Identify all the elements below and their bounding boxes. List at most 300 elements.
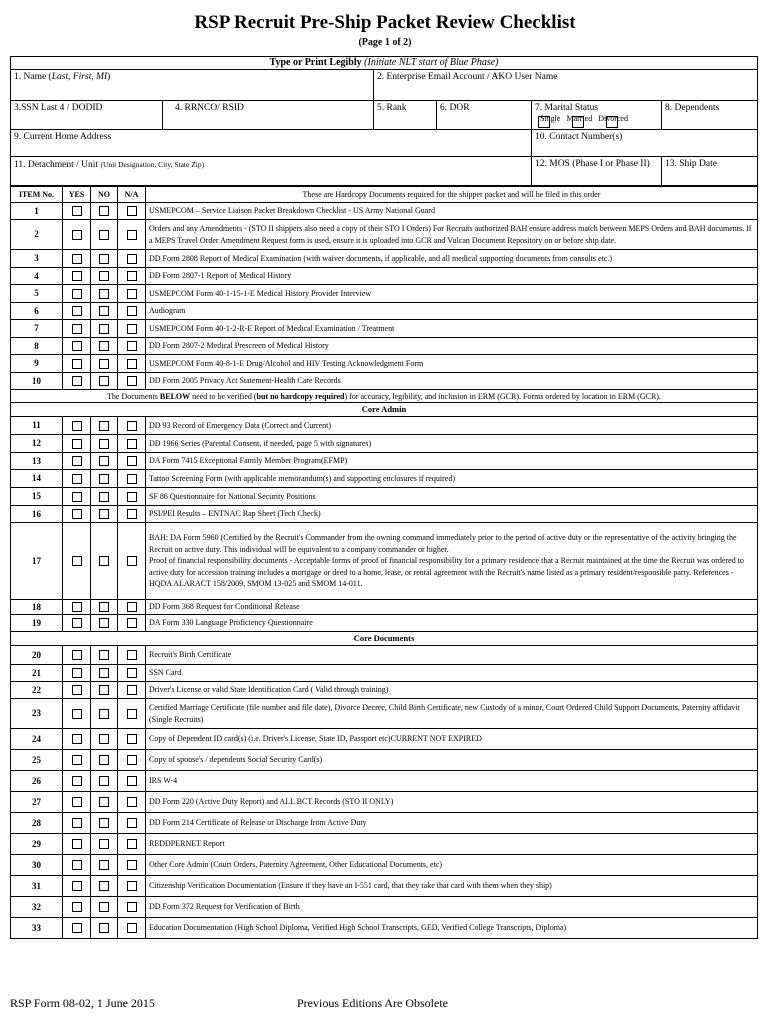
yes-checkbox[interactable] — [72, 359, 82, 369]
na-cell — [118, 813, 146, 834]
item-text: DD 1966 Series (Parental Consent, if needed, page 5 with signatures) — [149, 438, 372, 448]
yes-checkbox[interactable] — [72, 755, 82, 765]
item-text: DD Form 2807-2 Medical Prescreen of Medical History — [149, 341, 329, 351]
checklist-row — [11, 600, 758, 615]
yes-checkbox[interactable] — [72, 376, 82, 386]
no-cell — [91, 488, 118, 506]
verification-note — [11, 390, 758, 403]
checklist-row — [11, 699, 758, 729]
item-text: IRS W-4 — [149, 776, 178, 786]
na-checkbox[interactable] — [127, 839, 137, 849]
no-checkbox[interactable] — [99, 818, 109, 828]
checklist-row — [11, 470, 758, 488]
item-text: SF 86 Questionnaire for National Security Positions — [149, 491, 316, 501]
yes-checkbox[interactable] — [72, 618, 82, 628]
yes-checkbox[interactable] — [72, 797, 82, 807]
no-cell — [91, 506, 118, 523]
personal-info-table — [10, 56, 758, 186]
ship-date-field[interactable] — [662, 157, 758, 186]
item-number: 22 — [11, 682, 63, 699]
na-cell — [118, 523, 146, 600]
no-checkbox[interactable] — [99, 456, 109, 466]
dependents-label: 8. Dependents — [665, 103, 720, 113]
yes-checkbox[interactable] — [72, 734, 82, 744]
no-cell — [91, 250, 118, 268]
checklist-table — [10, 186, 758, 939]
yes-checkbox[interactable] — [72, 492, 82, 502]
na-checkbox[interactable] — [127, 860, 137, 870]
yes-cell — [63, 268, 91, 285]
marital-option-single: Single — [540, 114, 561, 123]
item-description — [146, 303, 758, 320]
checklist-row — [11, 320, 758, 338]
na-checkbox[interactable] — [127, 776, 137, 786]
na-checkbox[interactable] — [127, 306, 137, 316]
no-checkbox[interactable] — [99, 206, 109, 216]
item-description — [146, 417, 758, 435]
item-number: 21 — [11, 665, 63, 682]
no-checkbox[interactable] — [99, 881, 109, 891]
no-checkbox[interactable] — [99, 668, 109, 678]
no-checkbox[interactable] — [99, 602, 109, 612]
no-checkbox[interactable] — [99, 709, 109, 719]
item-text: Other Core Admin (Court Orders, Paternity Agreement, Other Educational Documents, etc) — [149, 860, 443, 870]
yes-cell — [63, 373, 91, 390]
no-cell — [91, 750, 118, 771]
checklist-row — [11, 615, 758, 632]
item-description — [146, 373, 758, 390]
na-cell — [118, 855, 146, 876]
na-checkbox[interactable] — [127, 271, 137, 281]
yes-cell — [63, 855, 91, 876]
na-checkbox[interactable] — [127, 818, 137, 828]
yes-checkbox[interactable] — [72, 685, 82, 695]
yes-cell — [63, 470, 91, 488]
na-checkbox[interactable] — [127, 456, 137, 466]
na-cell — [118, 470, 146, 488]
no-cell — [91, 338, 118, 355]
instruction-main: Type or Print Legibly — [269, 57, 365, 68]
rank-label: 5. Rank — [377, 103, 407, 113]
no-cell — [91, 600, 118, 615]
no-checkbox[interactable] — [99, 685, 109, 695]
no-checkbox[interactable] — [99, 359, 109, 369]
na-checkbox[interactable] — [127, 376, 137, 386]
na-cell — [118, 665, 146, 682]
item-text: Certified Marriage Certificate (file number and file date), Divorce Decree, Child Birth Certificate, new Custody of a minor, Court Ordered Child Support Documents, Paternity affidavit (Single Recruits) — [149, 703, 740, 724]
no-cell — [91, 285, 118, 303]
no-checkbox[interactable] — [99, 341, 109, 351]
yes-checkbox[interactable] — [72, 602, 82, 612]
no-checkbox[interactable] — [99, 439, 109, 449]
yes-checkbox[interactable] — [72, 839, 82, 849]
na-checkbox[interactable] — [127, 289, 137, 299]
yes-checkbox[interactable] — [72, 556, 82, 566]
item-text: Copy of spouse's / dependents Social Security Card(s) — [149, 755, 323, 765]
checklist-row — [11, 506, 758, 523]
na-checkbox[interactable] — [127, 734, 137, 744]
item-number: 28 — [11, 813, 63, 834]
column-header-row — [11, 187, 758, 203]
item-number: 1 — [11, 203, 63, 220]
no-checkbox[interactable] — [99, 902, 109, 912]
no-cell — [91, 615, 118, 632]
no-checkbox[interactable] — [99, 923, 109, 933]
mos-field[interactable] — [532, 157, 662, 186]
checklist-row — [11, 417, 758, 435]
na-checkbox[interactable] — [127, 650, 137, 660]
rank-field[interactable] — [374, 101, 437, 130]
no-checkbox[interactable] — [99, 271, 109, 281]
no-checkbox[interactable] — [99, 618, 109, 628]
no-checkbox[interactable] — [99, 421, 109, 431]
na-checkbox[interactable] — [127, 439, 137, 449]
yes-cell — [63, 876, 91, 897]
na-cell — [118, 876, 146, 897]
verification-note-part: The Documents — [107, 391, 160, 401]
yes-checkbox[interactable] — [72, 456, 82, 466]
item-text: DD Form 2005 Privacy Act Statement-Health Care Records — [149, 376, 341, 386]
item-description — [146, 338, 758, 355]
ssn-field[interactable] — [11, 101, 163, 130]
item-number: 26 — [11, 771, 63, 792]
no-cell — [91, 523, 118, 600]
na-cell — [118, 897, 146, 918]
no-checkbox[interactable] — [99, 860, 109, 870]
yes-checkbox[interactable] — [72, 650, 82, 660]
na-cell — [118, 506, 146, 523]
item-description — [146, 488, 758, 506]
na-cell — [118, 771, 146, 792]
no-cell — [91, 303, 118, 320]
yes-cell — [63, 615, 91, 632]
email-field[interactable] — [374, 70, 758, 101]
na-checkbox[interactable] — [127, 230, 137, 240]
na-checkbox[interactable] — [127, 359, 137, 369]
no-cell — [91, 897, 118, 918]
item-text: DD Form 2807-1 Report of Medical History — [149, 271, 292, 281]
dependents-field[interactable] — [662, 101, 758, 130]
yes-checkbox[interactable] — [72, 668, 82, 678]
checklist-row — [11, 729, 758, 750]
no-cell — [91, 646, 118, 665]
na-checkbox[interactable] — [127, 492, 137, 502]
yes-checkbox[interactable] — [72, 709, 82, 719]
no-cell — [91, 918, 118, 939]
item-number: 6 — [11, 303, 63, 320]
na-cell — [118, 268, 146, 285]
divorced-checkbox[interactable] — [606, 116, 618, 128]
name-field[interactable] — [11, 70, 374, 101]
detachment-hint: (Unit Designation, City, State Zip) — [100, 160, 205, 169]
yes-checkbox[interactable] — [72, 271, 82, 281]
item-description — [146, 682, 758, 699]
item-text: PSI/PEI Results – ENTNAC Rap Sheet (Tech Check) — [149, 509, 321, 519]
item-number: 17 — [11, 523, 63, 600]
no-checkbox[interactable] — [99, 797, 109, 807]
yes-cell — [63, 523, 91, 600]
yes-cell — [63, 682, 91, 699]
yes-cell — [63, 918, 91, 939]
name-hint: Last, First, MI — [51, 72, 108, 82]
checklist-row — [11, 855, 758, 876]
yes-cell — [63, 646, 91, 665]
yes-checkbox[interactable] — [72, 206, 82, 216]
contact-field[interactable] — [532, 130, 758, 157]
yes-checkbox[interactable] — [72, 509, 82, 519]
name-close: ) — [107, 72, 111, 82]
no-cell — [91, 373, 118, 390]
na-checkbox[interactable] — [127, 668, 137, 678]
detachment-field[interactable] — [11, 157, 532, 186]
form-identifier: RSP Form 08-02, 1 June 2015 — [10, 996, 155, 1010]
item-description — [146, 250, 758, 268]
yes-checkbox[interactable] — [72, 230, 82, 240]
na-cell — [118, 203, 146, 220]
item-description — [146, 665, 758, 682]
no-cell — [91, 855, 118, 876]
na-cell — [118, 646, 146, 665]
item-description — [146, 320, 758, 338]
item-number: 12 — [11, 435, 63, 453]
na-checkbox[interactable] — [127, 602, 137, 612]
na-checkbox[interactable] — [127, 902, 137, 912]
item-text: DA Form 330 Language Proficiency Questionnaire — [149, 618, 313, 628]
item-description — [146, 506, 758, 523]
no-checkbox[interactable] — [99, 492, 109, 502]
checklist-row — [11, 338, 758, 355]
item-description — [146, 876, 758, 897]
na-checkbox[interactable] — [127, 618, 137, 628]
no-cell — [91, 665, 118, 682]
na-checkbox[interactable] — [127, 421, 137, 431]
checklist-row — [11, 453, 758, 470]
na-cell — [118, 355, 146, 373]
yes-checkbox[interactable] — [72, 341, 82, 351]
na-checkbox[interactable] — [127, 923, 137, 933]
yes-checkbox[interactable] — [72, 306, 82, 316]
item-text: DD Form 220 (Active Duty Report) and ALL BCT Records (STO II ONLY) — [149, 797, 394, 807]
no-cell — [91, 203, 118, 220]
na-cell — [118, 729, 146, 750]
item-description — [146, 285, 758, 303]
item-description — [146, 750, 758, 771]
no-cell — [91, 876, 118, 897]
checklist-row — [11, 285, 758, 303]
no-checkbox[interactable] — [99, 650, 109, 660]
rrnco-field[interactable] — [163, 101, 374, 130]
no-checkbox[interactable] — [99, 734, 109, 744]
item-description — [146, 729, 758, 750]
address-field[interactable] — [11, 130, 532, 157]
married-checkbox[interactable] — [572, 116, 584, 128]
item-text: Audiogram — [149, 306, 186, 316]
item-number: 5 — [11, 285, 63, 303]
item-number: 3 — [11, 250, 63, 268]
na-cell — [118, 488, 146, 506]
item-number: 14 — [11, 470, 63, 488]
instruction-note: (Initiate NLT start of Blue Phase) — [364, 57, 499, 68]
yes-checkbox[interactable] — [72, 254, 82, 264]
item-description — [146, 918, 758, 939]
item-number: 13 — [11, 453, 63, 470]
yes-checkbox[interactable] — [72, 923, 82, 933]
checklist-row — [11, 665, 758, 682]
yes-checkbox[interactable] — [72, 818, 82, 828]
checklist-row — [11, 303, 758, 320]
ship-date-label: 13. Ship Date — [665, 159, 717, 169]
item-number: 11 — [11, 417, 63, 435]
checklist-row — [11, 876, 758, 897]
item-text: USMEPCOM – Service Liaison Packet Breakdown Checklist - US Army National Guard — [149, 206, 435, 216]
na-cell — [118, 338, 146, 355]
detachment-label: 11. Detachment / Unit — [14, 160, 101, 170]
item-description — [146, 813, 758, 834]
checklist-row — [11, 834, 758, 855]
page-number: (Page 1 of 2) — [358, 37, 412, 48]
no-checkbox[interactable] — [99, 755, 109, 765]
yes-checkbox[interactable] — [72, 439, 82, 449]
yes-cell — [63, 750, 91, 771]
marital-status-field — [532, 101, 662, 130]
yes-checkbox[interactable] — [72, 474, 82, 484]
no-checkbox[interactable] — [99, 556, 109, 566]
checklist-row — [11, 488, 758, 506]
no-checkbox[interactable] — [99, 306, 109, 316]
yes-checkbox[interactable] — [72, 289, 82, 299]
yes-cell — [63, 792, 91, 813]
yes-cell — [63, 897, 91, 918]
no-checkbox[interactable] — [99, 509, 109, 519]
na-checkbox[interactable] — [127, 685, 137, 695]
na-checkbox[interactable] — [127, 254, 137, 264]
yes-checkbox[interactable] — [72, 902, 82, 912]
item-text: DD Form 372 Request for Verification of Birth — [149, 902, 300, 912]
item-description — [146, 792, 758, 813]
na-checkbox[interactable] — [127, 755, 137, 765]
yes-cell — [63, 220, 91, 250]
yes-cell — [63, 834, 91, 855]
item-number: 19 — [11, 615, 63, 632]
verification-note-part: ) for accuracy, legibility, and inclusion in ERM (GCR). Forms ordered by location in ERM (GCR). — [344, 391, 661, 401]
item-text: REDDPERNET Report — [149, 839, 225, 849]
yes-cell — [63, 320, 91, 338]
na-cell — [118, 834, 146, 855]
no-cell — [91, 220, 118, 250]
checklist-row — [11, 203, 758, 220]
dor-field[interactable] — [437, 101, 532, 130]
item-text: Education Documentation (High School Diploma, Verified High School Transcripts, GED, Verified College Transcripts, Diploma) — [149, 923, 567, 933]
na-checkbox[interactable] — [127, 881, 137, 891]
yes-checkbox[interactable] — [72, 860, 82, 870]
checklist-row — [11, 523, 758, 600]
no-checkbox[interactable] — [99, 324, 109, 334]
item-text: DD 93 Record of Emergency Data (Correct and Current) — [149, 420, 332, 430]
checklist-form — [10, 56, 757, 939]
item-description — [146, 435, 758, 453]
item-number: 20 — [11, 646, 63, 665]
item-description — [146, 897, 758, 918]
no-cell — [91, 699, 118, 729]
item-description — [146, 615, 758, 632]
rrnco-label: 4. RRNCO/ RSID — [175, 103, 244, 113]
item-description — [146, 470, 758, 488]
na-checkbox[interactable] — [127, 206, 137, 216]
na-checkbox[interactable] — [127, 509, 137, 519]
item-text: Orders and any Amendments - (STO II shippers also need a copy of their STO I Orders) For Recruits authorized BAH ensure address match between MEPS Orders and BAH documents. If a MEPS Travel Order Amendment Request form is used, ensure it is uploaded into GCR and Vulcan Document Repository on or before ship date. — [149, 224, 752, 245]
no-checkbox[interactable] — [99, 254, 109, 264]
na-cell — [118, 682, 146, 699]
item-text: DA Form 7415 Exceptional Family Member Program(EFMP) — [149, 456, 348, 466]
item-number: 18 — [11, 600, 63, 615]
marital-label: 7. Marital Status — [535, 103, 599, 113]
checklist-row — [11, 918, 758, 939]
na-cell — [118, 918, 146, 939]
item-number: 15 — [11, 488, 63, 506]
core-admin-heading: Core Admin — [11, 403, 758, 417]
yes-column-header: YES — [63, 187, 91, 203]
item-number: 31 — [11, 876, 63, 897]
yes-checkbox[interactable] — [72, 776, 82, 786]
no-column-header: NO — [91, 187, 118, 203]
item-number: 25 — [11, 750, 63, 771]
no-cell — [91, 729, 118, 750]
ssn-label: 3.SSN Last 4 / DODID — [14, 103, 103, 113]
checklist-row — [11, 268, 758, 285]
yes-checkbox[interactable] — [72, 324, 82, 334]
no-checkbox[interactable] — [99, 230, 109, 240]
na-checkbox[interactable] — [127, 474, 137, 484]
no-checkbox[interactable] — [99, 474, 109, 484]
na-checkbox[interactable] — [127, 341, 137, 351]
marital-option-divorced: Divorced — [598, 114, 628, 123]
description-column-header: These are Hardcopy Documents required for the shipper packet and will be filed in this order — [146, 187, 758, 203]
no-checkbox[interactable] — [99, 289, 109, 299]
yes-checkbox[interactable] — [72, 421, 82, 431]
na-column-header: N/A — [118, 187, 146, 203]
item-text: USMEPCOM Form 40-1-2-R-E Report of Medical Examination / Treatment — [149, 323, 395, 333]
yes-checkbox[interactable] — [72, 881, 82, 891]
na-cell — [118, 285, 146, 303]
core-documents-heading: Core Documents — [11, 632, 758, 646]
na-checkbox[interactable] — [127, 797, 137, 807]
address-label: 9. Current Home Address — [14, 132, 112, 142]
yes-cell — [63, 600, 91, 615]
checklist-row — [11, 355, 758, 373]
single-checkbox[interactable] — [538, 116, 550, 128]
item-description — [146, 355, 758, 373]
yes-cell — [63, 417, 91, 435]
no-cell — [91, 268, 118, 285]
item-text: SSN Card — [149, 668, 182, 678]
yes-cell — [63, 488, 91, 506]
na-checkbox[interactable] — [127, 556, 137, 566]
item-description — [146, 834, 758, 855]
item-text: DD Form 214 Certificate of Release or Discharge from Active Duty — [149, 818, 367, 828]
no-checkbox[interactable] — [99, 839, 109, 849]
na-checkbox[interactable] — [127, 324, 137, 334]
yes-cell — [63, 506, 91, 523]
yes-cell — [63, 303, 91, 320]
na-cell — [118, 320, 146, 338]
na-checkbox[interactable] — [127, 709, 137, 719]
yes-cell — [63, 453, 91, 470]
no-checkbox[interactable] — [99, 776, 109, 786]
verification-note-part: BELOW — [159, 391, 191, 401]
no-checkbox[interactable] — [99, 376, 109, 386]
item-text: Driver's License or valid State Identification Card ( Valid through training) — [149, 685, 389, 695]
obsolete-notice: Previous Editions Are Obsolete — [297, 996, 448, 1010]
